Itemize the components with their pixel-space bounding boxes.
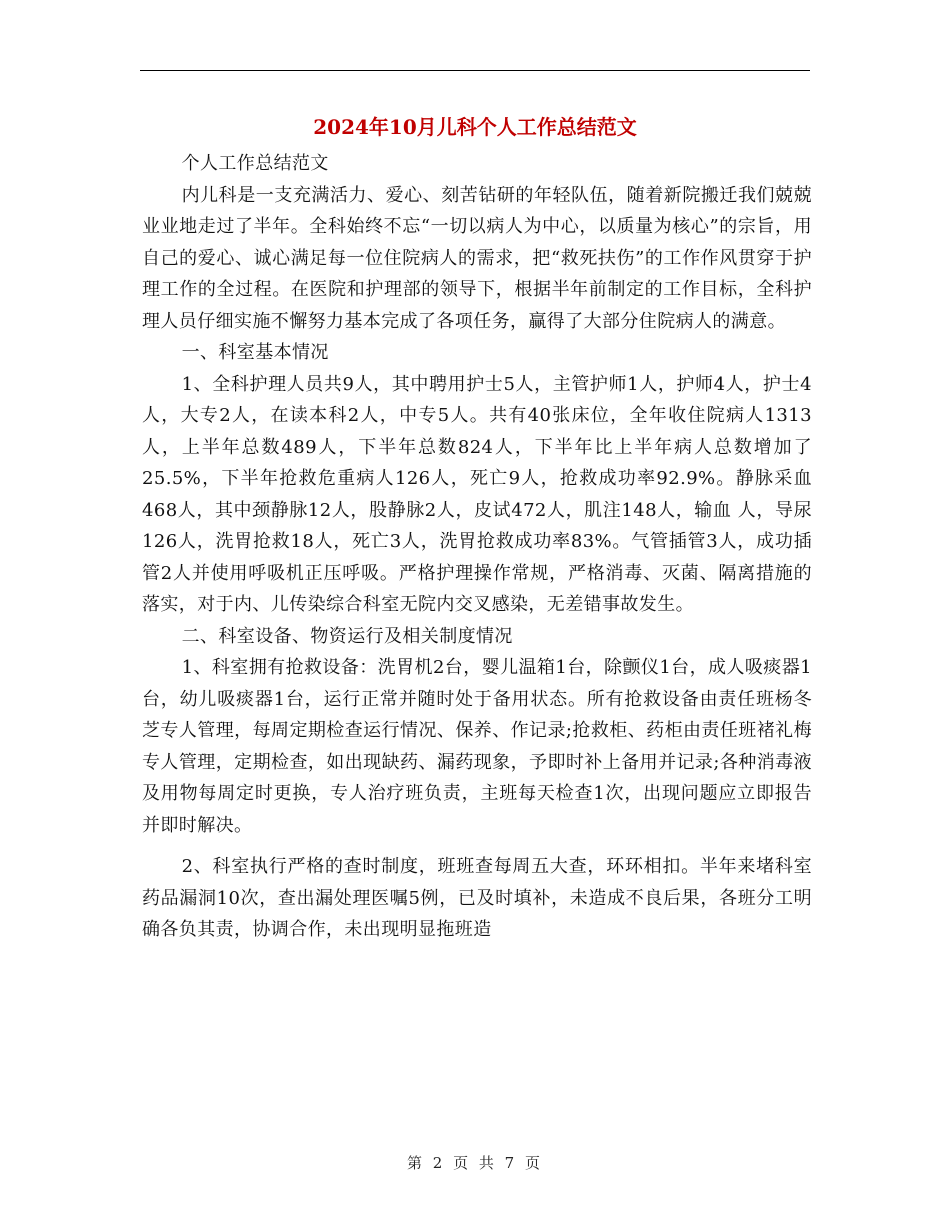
page-number: 第 2 页 共 7 页 — [407, 1154, 543, 1172]
section-heading-1: 一、科室基本情况 — [181, 342, 329, 363]
paragraph-subtitle: 个人工作总结范文 — [181, 153, 329, 174]
section-heading-2: 二、科室设备、物资运行及相关制度情况 — [181, 625, 513, 647]
document-title: 2024年10月儿科个人工作总结范文 — [313, 115, 637, 139]
paragraph-staff-stats: 1、全科护理人员共9人，其中聘用护士5人，主管护师1人，护师4人，护士4人，大专2人，在读本科2人，中专5人。共有40张床位，全年收住院病人1313人，上半年总数489人，下半年总数824人，下半年比上半年病人总数增加了25.5%，下半年抢救危重病人126人，死亡9人，抢救成功率92.9%。静脉采血468人，其中颈静脉12人，股静脉2人，皮试472人，肌注148人，输血 人，导尿126人，洗胃抢救18人，死亡3人，洗胃抢救成功率83%。气管插管3人，成功插管2人并使用呼吸机正压呼吸。严格护理操作常规，严格消毒、灭菌、隔离措施的落实，对于内、儿传染综合科室无院内交叉感染，无差错事故发生。 — [142, 373, 812, 615]
paragraph-equipment: 1、科室拥有抢救设备：洗胃机2台，婴儿温箱1台，除颤仪1台，成人吸痰器1台，幼儿吸痰器1台，运行正常并随时处于备用状态。所有抢救设备由责任班杨冬芝专人管理，每周定期检查运行情况、保养、作记录;抢救柜、药柜由责任班褚礼梅专人管理，定期检查，如出现缺药、漏药现象，予即时补上备用并记录;各种消毒液及用物每周定时更换，专人治疗班负责，主班每天检查1次，出现问题应立即报告并即时解决。 — [142, 657, 812, 836]
paragraph-intro: 内儿科是一支充满活力、爱心、刻苦钻研的年轻队伍，随着新院搬迁我们兢兢业业地走过了半年。全科始终不忘“一切以病人为中心，以质量为核心”的宗旨，用自己的爱心、诚心满足每一位住院病人的需求，把“救死扶伤”的工作作风贯穿于护理工作的全过程。在医院和护理部的领导下，根据半年前制定的工作目标，全科护理人员仔细实施不懈努力基本完成了各项任务，赢得了大部分住院病人的满意。 — [142, 184, 812, 332]
document-body — [142, 148, 812, 946]
paragraph-inspection: 2、科室执行严格的查时制度，班班查每周五大查，环环相扣。半年来堵科室药品漏洞10次，查出漏处理医嘱5例，已及时填补，未造成不良后果，各班分工明确各负其责，协调合作，未出现明显拖班造 — [142, 856, 812, 940]
header-rule — [140, 70, 810, 71]
